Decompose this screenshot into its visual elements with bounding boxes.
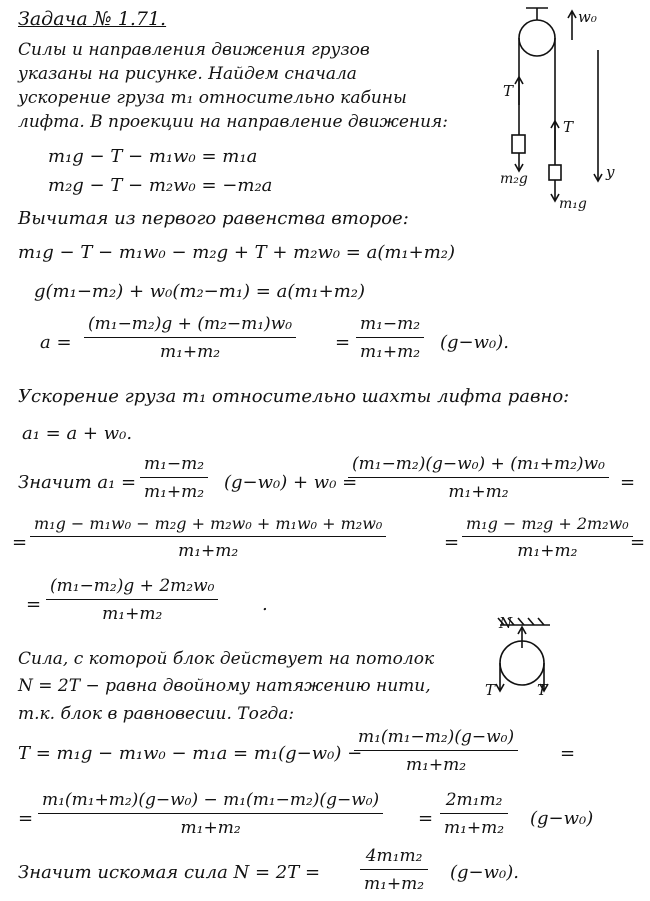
equation-11-fraction-1 bbox=[38, 790, 383, 838]
intro-line-1: Силы и направления движения грузов bbox=[18, 40, 370, 60]
equation-1: m₁g − T − m₁w₀ = m₁a bbox=[48, 146, 258, 167]
fraction-numerator: (m₁−m₂)g + 2m₂w₀ bbox=[50, 576, 215, 596]
y-axis-label: y bbox=[606, 163, 615, 181]
equation-7-lhs: Значит a₁ = bbox=[18, 472, 137, 493]
equation-11-eq: = bbox=[418, 808, 434, 829]
w0-label: w₀ bbox=[578, 8, 597, 26]
gravity-label-m1: m₁g bbox=[559, 196, 587, 212]
equation-3: m₁g − T − m₁w₀ − m₂g + T + m₂w₀ = a(m₁+m₂) bbox=[18, 242, 456, 263]
fraction-denominator: m₁+m₂ bbox=[360, 342, 421, 362]
subtract-text: Вычитая из первого равенства второе: bbox=[18, 208, 409, 229]
fraction-numerator: m₁(m₁+m₂)(g−w₀) − m₁(m₁−m₂)(g−w₀) bbox=[42, 790, 380, 810]
equation-8-lhs: = bbox=[12, 532, 28, 553]
equation-10-fraction bbox=[354, 727, 518, 775]
normal-force-label: N bbox=[499, 614, 513, 632]
fraction-numerator: m₁−m₂ bbox=[144, 454, 205, 474]
equation-11-fraction-2 bbox=[440, 790, 508, 838]
fraction-denominator: m₁+m₂ bbox=[180, 818, 241, 838]
fraction-denominator: m₁+m₂ bbox=[517, 541, 578, 561]
equation-11-lhs: = bbox=[18, 808, 34, 829]
fraction-denominator: m₁+m₂ bbox=[159, 342, 221, 362]
fraction-denominator: m₁+m₂ bbox=[444, 818, 505, 838]
equation-9-lhs: = bbox=[26, 594, 42, 615]
shaft-text: Ускорение груза m₁ относительно шахты лифта равно: bbox=[18, 386, 570, 407]
problem-title: Задача № 1.71. bbox=[18, 8, 167, 30]
fraction-denominator: m₁+m₂ bbox=[178, 541, 239, 561]
fraction-numerator: (m₁−m₂)g + (m₂−m₁)w₀ bbox=[88, 314, 293, 334]
fraction-denominator: m₁+m₂ bbox=[144, 482, 205, 502]
equation-12-fraction bbox=[360, 846, 428, 894]
equation-5-tail: (g−w₀). bbox=[440, 332, 509, 353]
equation-8-tail: = bbox=[630, 532, 646, 553]
fraction-denominator: m₁+m₂ bbox=[405, 755, 467, 775]
equation-5-eq: = bbox=[335, 332, 351, 353]
equation-5-lhs: a = bbox=[40, 332, 72, 353]
tension-label-left-2: T bbox=[485, 681, 496, 699]
fraction-numerator: 4m₁m₂ bbox=[365, 846, 423, 866]
equation-11-tail: (g−w₀) bbox=[530, 808, 594, 829]
gravity-label-m2: m₂g bbox=[500, 171, 528, 187]
fraction-numerator: m₁−m₂ bbox=[360, 314, 421, 334]
fraction-numerator: m₁g − m₁w₀ − m₂g + m₂w₀ + m₁w₀ + m₂w₀ bbox=[34, 514, 383, 533]
tension-label-left: T bbox=[503, 82, 514, 100]
tension-label-right: T bbox=[563, 118, 574, 136]
equation-8-eq: = bbox=[444, 532, 460, 553]
intro-line-4: лифта. В проекции на направление движения: bbox=[18, 112, 449, 132]
force-text-3: т.к. блок в равновесии. Тогда: bbox=[18, 704, 295, 724]
fraction-denominator: m₁+m₂ bbox=[448, 482, 509, 502]
equation-10-tail: = bbox=[560, 743, 576, 764]
equation-7-tail: = bbox=[620, 472, 636, 493]
equation-4: g(m₁−m₂) + w₀(m₂−m₁) = a(m₁+m₂) bbox=[34, 281, 366, 302]
intro-line-2: указаны на рисунке. Найдем сначала bbox=[18, 64, 357, 84]
fraction-denominator: m₁+m₂ bbox=[102, 604, 163, 624]
intro-line-3: ускорение груза m₁ относительно кабины bbox=[18, 88, 407, 108]
force-text-1: Сила, с которой блок действует на потолок bbox=[18, 649, 435, 669]
fraction-numerator: 2m₁m₂ bbox=[445, 790, 503, 810]
equation-7-mid: (g−w₀) + w₀ = bbox=[224, 472, 358, 493]
fraction-denominator: m₁+m₂ bbox=[364, 874, 425, 894]
equation-6: a₁ = a + w₀. bbox=[22, 423, 133, 444]
fraction-numerator: (m₁−m₂)(g−w₀) + (m₁+m₂)w₀ bbox=[352, 454, 605, 474]
fraction-numerator: m₁g − m₂g + 2m₂w₀ bbox=[466, 514, 629, 533]
tension-label-right-2: T bbox=[537, 681, 548, 699]
equation-12-tail: (g−w₀). bbox=[450, 862, 519, 883]
force-text-2: N = 2T − равна двойному натяжению нити, bbox=[18, 676, 431, 696]
equation-12-lhs: Значит искомая сила N = 2T = bbox=[18, 862, 321, 883]
equation-9-tail: . bbox=[262, 594, 268, 615]
fraction-numerator: m₁(m₁−m₂)(g−w₀) bbox=[358, 727, 515, 747]
equation-10-lhs: T = m₁g − m₁w₀ − m₁a = m₁(g−w₀) − bbox=[18, 743, 363, 764]
equation-2: m₂g − T − m₂w₀ = −m₂a bbox=[48, 175, 273, 196]
